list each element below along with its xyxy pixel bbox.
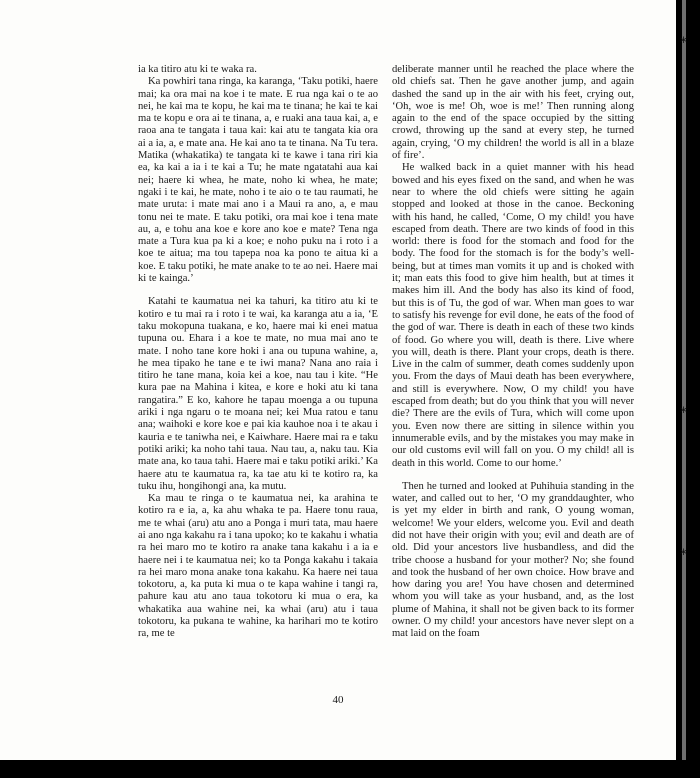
binding-edge [682,0,686,760]
margin-mark-middle: * [680,405,687,421]
left-column-maori-text [138,64,378,641]
page-number: 40 [332,694,344,706]
right-paragraph-2: He walked back in a quiet manner with his head bowed and his eyes fixed on the sand, and when he was near to where the old chiefs were sitting he again stopped and looked at those in the canoe. Beckoning with his hand, he called, ‘Come, O my child! you have escaped from death. There are two kinds of food in this world: there is food for the stomach and food for the body. The food for the stomach is for the body’s well-being, but at times man vomits it up and is choked with it; man eats this food to give him health, but at times it makes him ill. And the body has also its kind of food, but this is of Tu, the god of war. When man goes to war to satisfy his revenge for evil done, he eats of the food of the god of war. There is death in each of these two kinds of food. Go where you will, death is there. Live where you will, death is there. Plant your crops, death is there. Live in the calm of summer, death comes suddenly upon you. From the days of Maui death has been everywhere, and still is everywhere. Now, O my child! you have escaped from death; but do you think that you will never die? There are the evils of Tura, which will come upon you. Even now there are sitting in silence within you innumerable evils, and by the mistakes you may make in our old customs evil will fall on you. O my child! all is death in this world. Come to our home.’ [392,162,634,469]
left-paragraph-3: Katahi te kaumatua nei ka tahuri, ka titiro atu ki te kotiro e tu mai ra i roto i te wai, ka karanga atu a ia, ‘E taku mokopuna tuakana, e ko, haere mai ki enei matua tupuna ou. Ehara i a koe te mate, no mua mai ano te mate. I noho tane kore hoki i ana ou tupuna wahine, a, he mea tipako he tane e te iwi mana? Nana ano raia i titiro he tane mana, koia kei a koe, nau tau i kite. “He kura pae na Mahina i kitea, e kore e hoki atu ki tana rangatira.” E ko, kahore he tapau moenga a ou tupuna ariki i nga ngaru o te moana nei; kei Mua ratou e tanu ana; waihoki e kore koe e pai kia kauhoe noa i te akau i kauria e te taniwha nei, e Kaiwhare. Haere mai ra e taku potiki ariki; ka noho tahi taua. Nau tau, a, naku tau. Kia mate ana, ko taua tahi. Haere mai e taku potiki ariki.’ Ka haere atu te kaumatua ra, ka tae atu ki te kotiro ra, ka tuku ihu, hongihongi ana, ka mutu. [138,296,378,492]
right-paragraph-3: Then he turned and looked at Puhihuia standing in the water, and called out to her, ‘O my granddaughter, who is yet my elder in birth and rank, O young woman, welcome! We your elders, welcome you. Evil and death did not have their origin with you; evil and death are of old. Did your ancestors live husbandless, and did the tribe choose a husband for your mother? No; she found and took the husband of her own choice. How brave and how daring you are! You have chosen and determined whom you will take as your husband, and, as the lost plume of Mahina, it shall not be given back to its former owner. O my child! your ancestors have never slept on a mat laid on the foam [392,480,634,640]
right-column-english-text [392,64,634,641]
right-paragraph-1: deliberate manner until he reached the place where the old chiefs sat. Then he gave another jump, and again dashed the sand up in the air with his feet, crying out, ‘Oh, woe is me! Oh, woe is me!’ Then running along again to the end of the space occupied by the sitting crowd, throwing up the sand at every step, he turned again, crying, ‘O my children! the world is all in a blaze of fire’. [392,64,634,162]
margin-mark-bottom: * [680,547,687,563]
left-paragraph-1: ia ka titiro atu ki te waka ra. [138,64,257,75]
left-paragraph-2: Ka powhiri tana ringa, ka karanga, ‘Taku potiki, haere mai; ka ora mai na koe i te mate. E rua nga kai o te ao nei, he kai ma te kopu, he kai ma te tinana; he kai te kai ma te kopu e ora ai te tinana, a, e ruaki ana taua kai, a, e raoa ana te tangata i taua kai: kai atu te tangata kia ora ai a ia, a, e mate ana. He kai ano ta te tinana. Na Tu tera. Matika (whakatika) te tangata ki te kawe i tana riri kia ea, ka kai a ia i te kai a Tu; he mate ngatatahi aua kai nei; haere ki whea, he mate, noho ki whea, he mate; ngaki i te kai, he mate, noho i te aio o te tau raumati, he mate uruta: i mate mai ano i a Maui ra ano, a, e mau tonu nei te mate. E taku potiki, ora mai koe i tena mate au, a, e tohu ana koe e kore ano koe e mate? Tena nga mate a Tura kua pa ki a koe; e noho puku na i roto i a koe te aitua; ma tou tapepa noa ka pono te aitua ki a koe. E taku potiki, he mate anake to te ao nei. Haere mai ki te kainga.’ [138,76,378,285]
left-paragraph-4: Ka mau te ringa o te kaumatua nei, ka arahina te kotiro ra e ia, a, ka ahu whaka te pa. Haere tonu raua, me te whai (aru) atu ano a Ponga i muri tata, mau haere ai ano nga kakahu ra i tana upoko; ko te kakahu i whatia ra hei maro mo te kotiro ra anake tana kakahu i a ia e haere nei i te kaumatua nei; ko ta Ponga kakahu i takaia ra hei maro mona anake tona kakahu. Ka haere nei taua tokotoru, a, ka puta ki mua o te kapa wahine i tangi ra, pahure kau atu ano taua tokotoru ki mua o era, ka whakatika aua wahine nei, ka whai (aru) atu i taua tokotoru, ka pukana te wahine, ka harihari mo te kotiro ra, me te [138,493,378,640]
margin-mark-top: * [680,35,687,51]
